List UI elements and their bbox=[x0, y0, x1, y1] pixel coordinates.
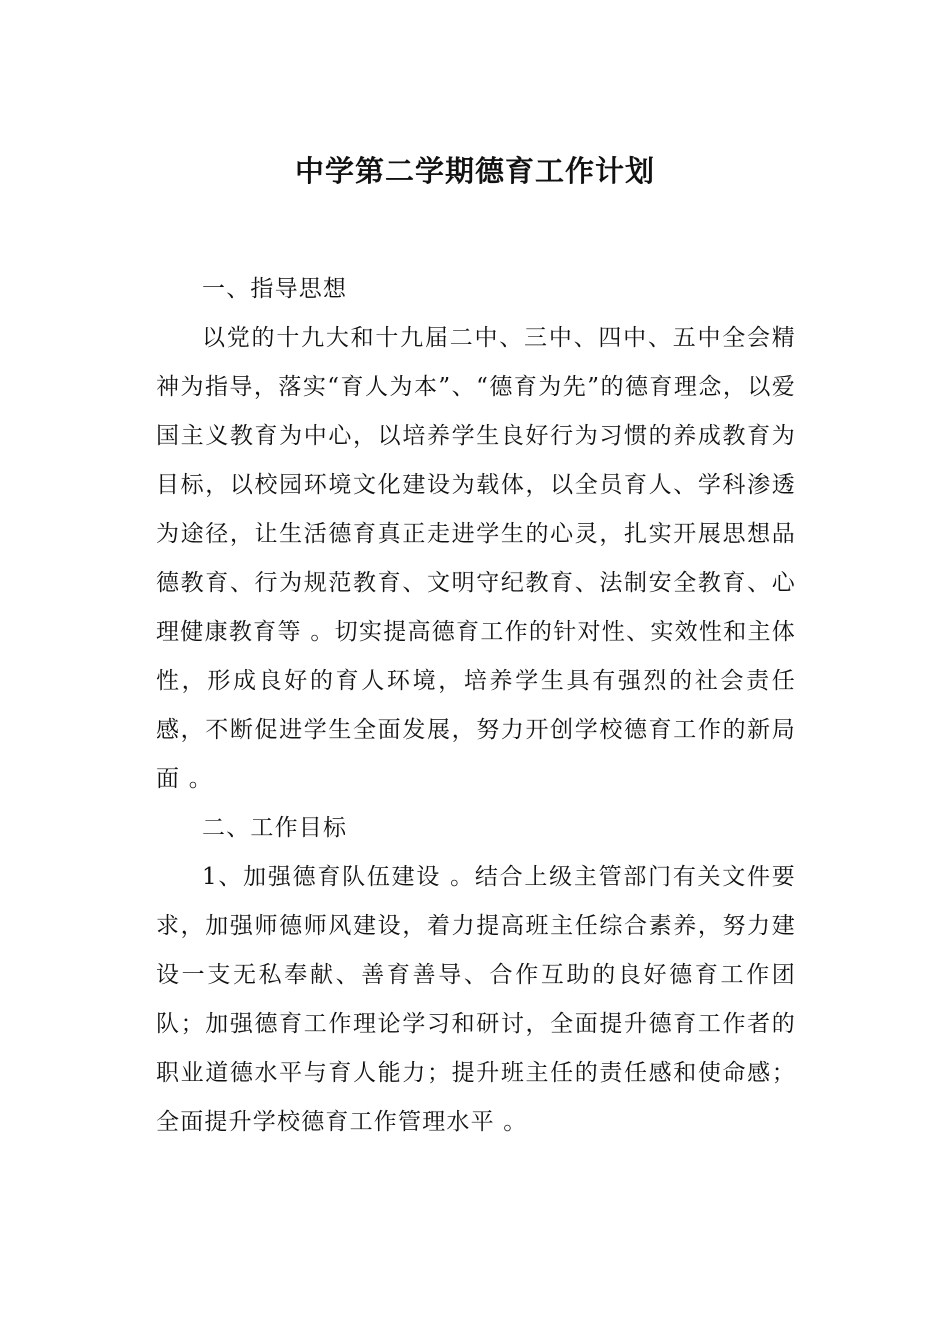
section-paragraph: 以党的十九大和十九届二中、三中、四中、五中全会精神为指导，落实“育人为本”、“德育为先”的德育理念，以爱国主义教育为中心，以培养学生良好行为习惯的养成教育为目标，以校园环境文化建设为载体，以全员育人、学科渗透为途径，让生活德育真正走进学生的心灵，扎实开展思想品德教育、行为规范教育、文明守纪教育、法制安全教育、心理健康教育等 。切实提高德育工作的针对性、实效性和主体性，形成良好的育人环境，培养学生具有强烈的社会责任感，不断促进学生全面发展，努力开创学校德育工作的新局面 。 bbox=[156, 325, 796, 792]
section-paragraph: 1、加强德育队伍建设 。结合上级主管部门有关文件要求，加强师德师风建设，着力提高班主任综合素养，努力建设一支无私奉献、善育善导、合作互助的良好德育工作团队；加强德育工作理论学习和研讨，全面提升德育工作者的职业道德水平与育人能力；提升班主任的责任感和使命感；全面提升学校德育工作管理水平 。 bbox=[156, 864, 796, 1135]
document-title: 中学第二学期德育工作计划 bbox=[294, 154, 655, 188]
section-heading-guiding-ideology: 一、指导思想 bbox=[202, 276, 348, 302]
document-body bbox=[156, 265, 796, 1147]
section-heading-work-goals: 二、工作目标 bbox=[202, 815, 348, 841]
